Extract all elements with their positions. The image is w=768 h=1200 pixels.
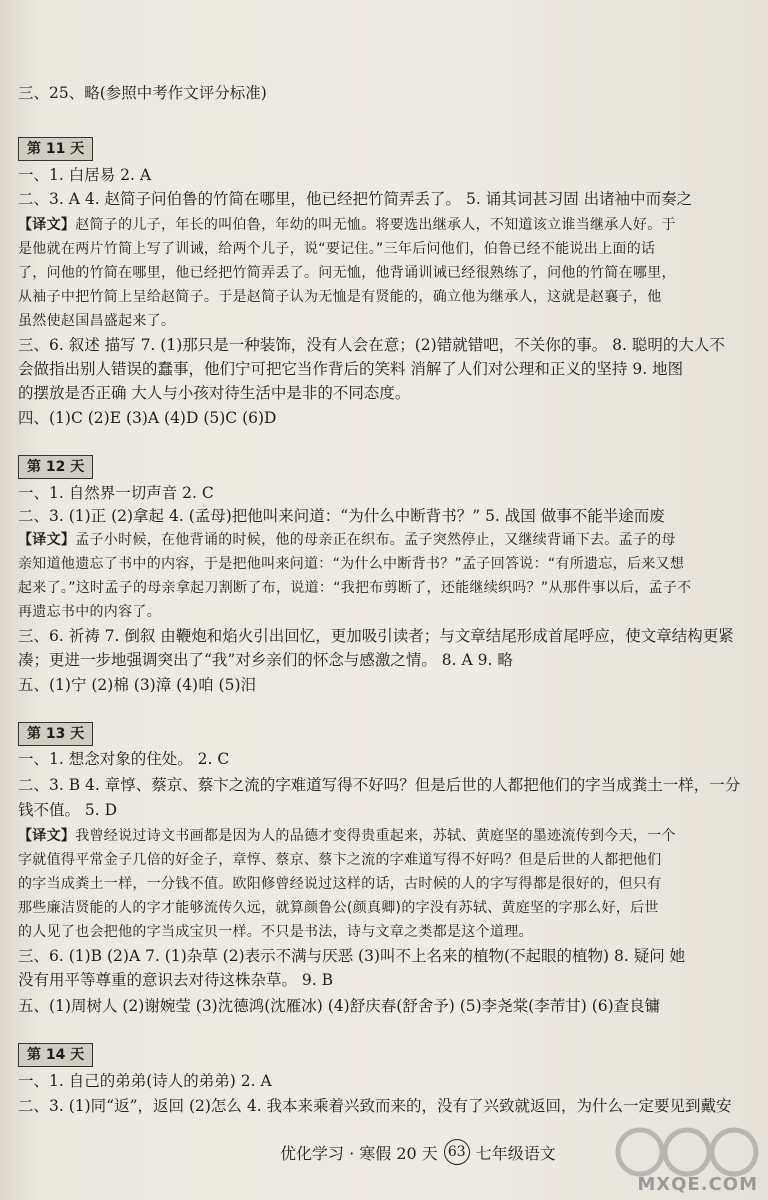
page-number: 63 [444,1139,470,1165]
translation-line: 的字当成粪土一样，一分钱不值。欧阳修曾经说过这样的话，古时候的人的字写得都是很好的，但只有 [18,876,662,892]
answer-line: 五、(1)宁 (2)棉 (3)漳 (4)咱 (5)汨 [18,676,256,694]
day-13-heading: 第 13 天 [18,722,93,746]
translation-line: 那些廉洁贤能的人的字才能够流传久远，就算颜鲁公(颜真卿)的字没有苏轼、黄庭坚的字那么好，后世 [18,900,659,916]
translation-line: 【译文】孟子小时候，在他背诵的时候，他的母亲正在织布。孟子突然停止，又继续背诵下去。孟子的母 [18,532,676,548]
translation-line: 【译文】赵简子的儿子，年长的叫伯鲁，年幼的叫无恤。将要选出继承人，不知道该立谁当继承人好。于 [18,217,676,233]
answer-line: 没有用平等尊重的意识去对待这株杂草。 9. B [18,971,334,989]
translation-tag: 【译文】 [18,217,76,233]
page-footer [280,1139,556,1165]
translation-tag: 【译文】 [18,828,76,844]
answer-line: 三、6. 祈祷 7. 倒叙 由鞭炮和焰火引出回忆，更加吸引读者；与文章结尾形成首尾呼应，使文章结构更紧 [18,627,734,645]
answer-line: 凑；更进一步地强调突出了“我”对乡亲们的怀念与感激之情。 8. A 9. 略 [18,651,513,669]
translation-line: 了，问他的竹简在哪里，他已经把竹简弄丢了。问无恤，他背诵训诫已经很熟练了，问他的竹简在哪里， [18,265,676,281]
answer-line: 一、1. 自然界一切声音 2. C [18,484,214,502]
translation-line: 起来了。”这时孟子的母亲拿起刀割断了布，说道：“我把布剪断了，还能继续织吗？”从那件事以后，孟子不 [18,580,692,596]
day-14-heading: 第 14 天 [18,1043,93,1067]
answer-line: 三、6. (1)B (2)A 7. (1)杂草 (2)表示不满与厌恶 (3)叫不上名来的植物(不起眼的植物) 8. 疑问 她 [18,947,686,965]
answer-line: 四、(1)C (2)E (3)A (4)D (5)C (6)D [18,409,277,427]
translation-line: 是他就在两片竹简上写了训诫，给两个儿子，说“要记住。”三年后问他们，伯鲁已经不能说出上面的话 [18,241,656,257]
answer-line: 一、1. 想念对象的住处。 2. C [18,750,230,768]
answer-line: 三、6. 叙述 描写 7. (1)那只是一种装饰，没有人会在意；(2)错就错吧，不关你的事。 8. 聪明的大人不 [18,336,725,354]
day-12-heading: 第 12 天 [18,455,93,479]
translation-line: 亲知道他遗忘了书中的内容，于是把他叫来问道：“为什么中断背书？”孟子回答说：“有所遗忘，后来又想 [18,556,685,572]
answer-line: 二、3. (1)同“返”，返回 (2)怎么 4. 我本来乘着兴致而来的，没有了兴致就返回，为什么一定要见到戴安 [18,1097,732,1115]
translation-tag: 【译文】 [18,532,76,548]
footer-series: 优化学习 · 寒假 20 天 [280,1143,438,1163]
translation-line: 的人见了也会把他的字当成宝贝一样。不只是书法，诗与文章之类都是这个道理。 [18,924,533,940]
answer-line: 会做指出别人错误的蠢事，他们宁可把它当作背后的笑料 消解了人们对公理和正义的坚持 9. 地图 [18,360,684,378]
translation-line: 再遗忘书中的内容了。 [18,604,161,620]
answer-line: 钱不值。 5. D [18,801,118,819]
answer-line: 一、1. 白居易 2. A [18,166,152,184]
answer-line: 二、3. (1)正 (2)拿起 4. (孟母)把他叫来问道：“为什么中断背书？” 5. 战国 做事不能半途而废 [18,507,665,525]
watermark-text: MXQE.COM [637,1174,758,1195]
answer-line: 一、1. 自己的弟弟(诗人的弟弟) 2. A [18,1072,272,1090]
day-11-heading: 第 11 天 [18,137,93,161]
answer-line: 五、(1)周树人 (2)谢婉莹 (3)沈德鸿(沈雁冰) (4)舒庆春(舒舍予) (5)李尧棠(李芾甘) (6)查良镛 [18,997,661,1015]
translation-line: 虽然使赵国昌盛起来了。 [18,313,176,329]
answer-line: 二、3. A 4. 赵简子问伯鲁的竹简在哪里，他已经把竹简弄丢了。 5. 诵其词甚习固 出诸袖中而奏之 [18,190,693,208]
answer-line: 三、25、略(参照中考作文评分标准) [18,84,267,102]
footer-subject: 七年级语文 [475,1143,556,1163]
answer-line: 二、3. B 4. 章惇、蔡京、蔡卞之流的字难道写得不好吗？但是后世的人都把他们的字当成粪土一样，一分 [18,776,741,794]
translation-line: 字就值得平常金子几倍的好金子，章惇、蔡京、蔡卞之流的字难道写得不好吗？但是后世的人都把他们 [18,852,662,868]
answer-line: 的摆放是否正确 大人与小孩对待生活中是非的不同态度。 [18,384,411,402]
translation-line: 从袖子中把竹简上呈给赵简子。于是赵简子认为无恤是有贤能的，确立他为继承人，这就是赵襄子，他 [18,289,662,305]
translation-line: 【译文】我曾经说过诗文书画都是因为人的品德才变得贵重起来，苏轼、黄庭坚的墨迹流传到今天，一个 [18,828,676,844]
